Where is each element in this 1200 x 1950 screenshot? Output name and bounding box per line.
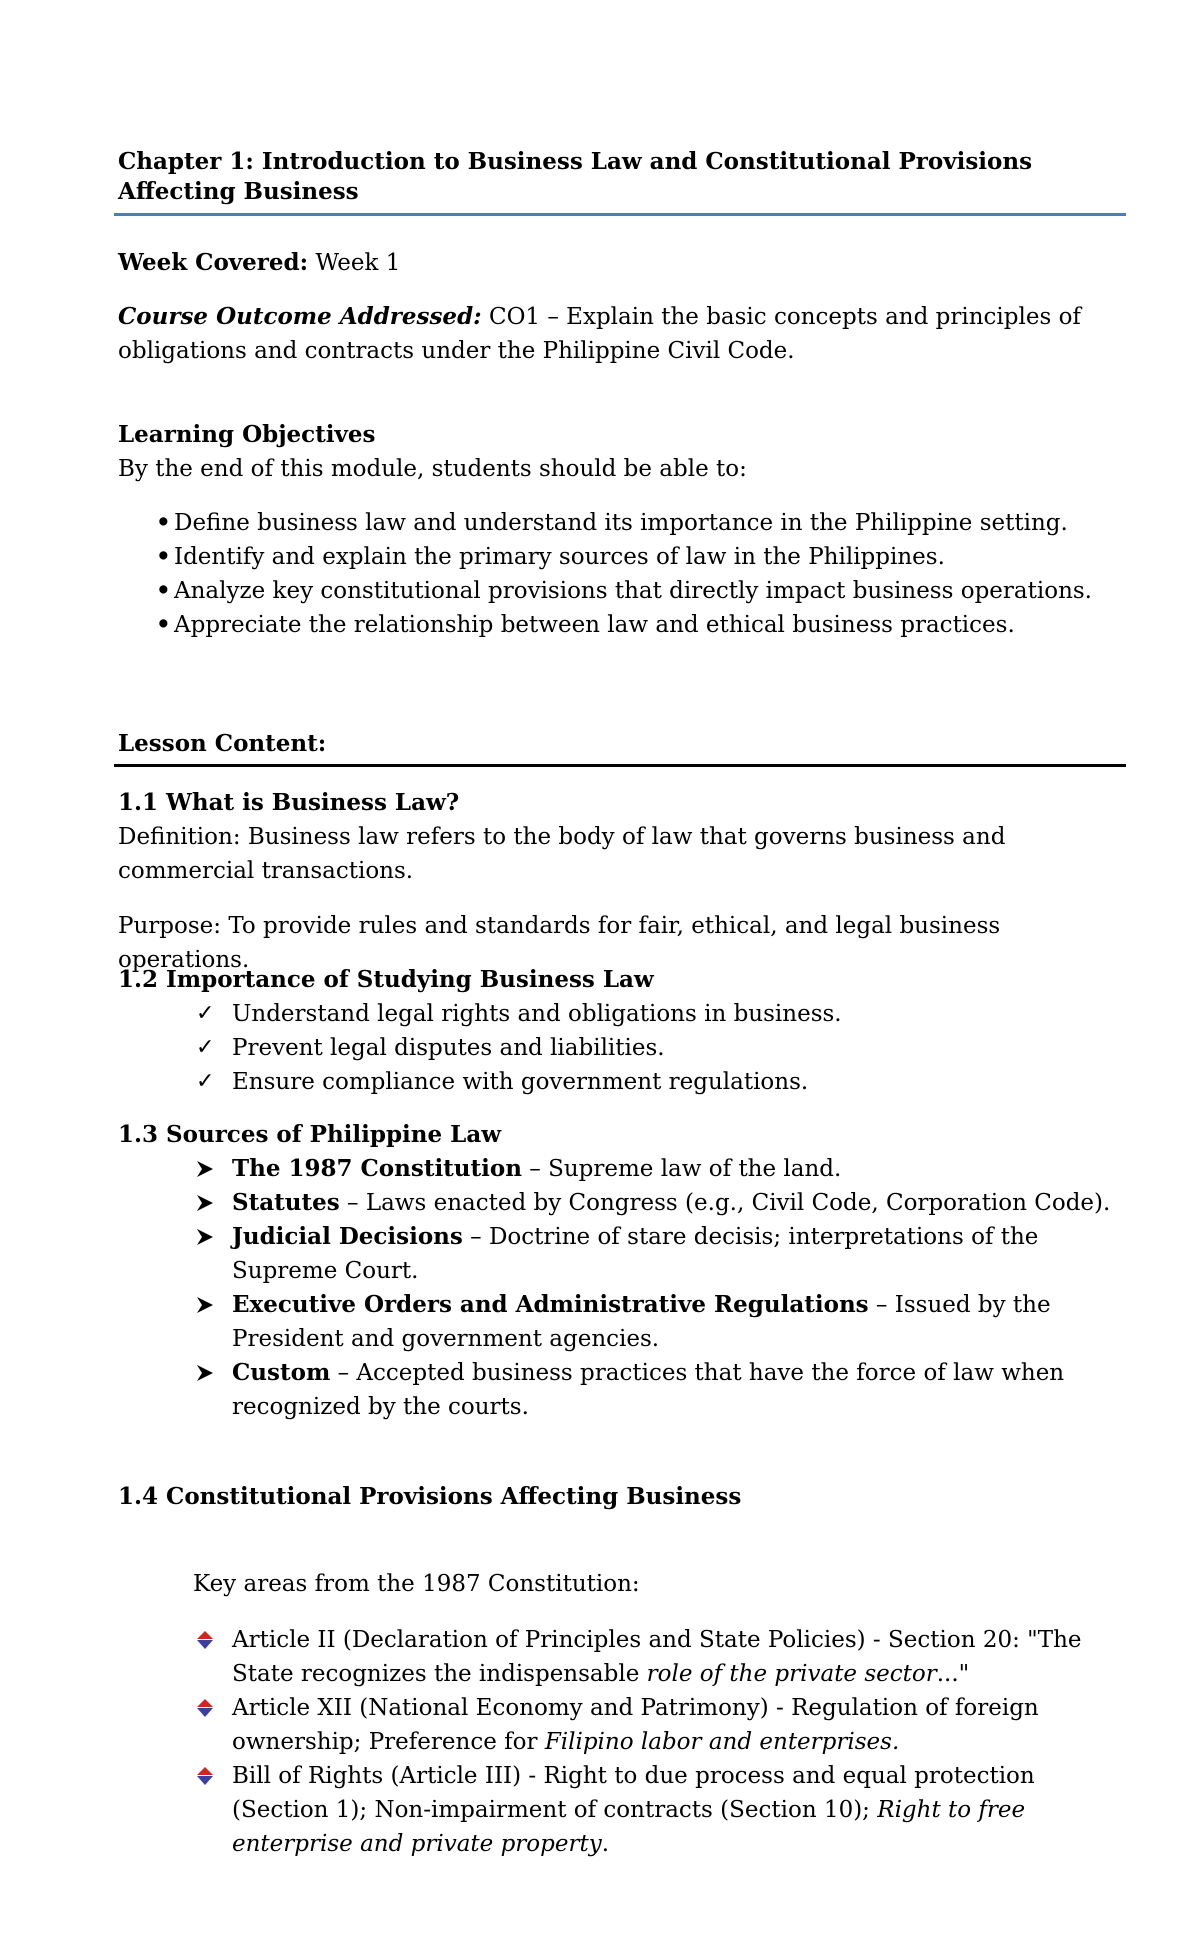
outcome-label: Course Outcome Addressed: — [118, 303, 482, 330]
section-4-heading: 1.4 Constitutional Provisions Affecting Business — [118, 1483, 742, 1510]
lesson-heading: Lesson Content: — [118, 730, 327, 757]
section-3-list — [196, 1152, 1136, 1424]
list-item: ✓ Prevent legal disputes and liabilities. — [196, 1031, 1136, 1065]
diamond-bullet-icon — [196, 1767, 214, 1785]
list-item: Executive Orders and Administrative Regulations – Issued by the President and government agencies. — [196, 1288, 1136, 1356]
list-item: • Appreciate the relationship between law and ethical business practices. — [156, 611, 1015, 638]
list-item: Article II (Declaration of Principles and State Policies) - Section 20: "The State recognizes the indispensable role of the private sector..." — [196, 1623, 1136, 1691]
list-item: Statutes – Laws enacted by Congress (e.g., Civil Code, Corporation Code). — [196, 1186, 1136, 1220]
chapter-title: Chapter 1: Introduction to Business Law and Constitutional Provisions Affecting Business — [118, 148, 1033, 205]
lesson-divider — [114, 764, 1126, 767]
list-item: • Define business law and understand its importance in the Philippine setting. — [156, 509, 1068, 536]
diamond-bullet-icon — [196, 1699, 214, 1717]
list-item: ✓ Ensure compliance with government regulations. — [196, 1065, 1136, 1099]
section-3-heading: 1.3 Sources of Philippine Law — [118, 1121, 502, 1148]
list-item: ✓ Understand legal rights and obligations in business. — [196, 997, 1136, 1031]
week-label: Week Covered: — [118, 249, 309, 276]
list-item: Article XII (National Economy and Patrimony) - Regulation of foreign ownership; Preference for Filipino labor and enterprises. — [196, 1691, 1136, 1759]
section-1-purpose: Purpose: To provide rules and standards for fair, ethical, and legal business operations. — [118, 913, 1001, 973]
list-item: The 1987 Constitution – Supreme law of the land. — [196, 1152, 1136, 1186]
outcome-value: CO1 – Explain the basic concepts and principles of obligations and contracts under the Philippine Civil Code. — [118, 304, 1081, 364]
arrow-bullet-icon — [196, 1296, 214, 1314]
section-1-definition: Definition: Business law refers to the body of law that governs business and commercial transactions. — [118, 824, 1006, 884]
list-item: Custom – Accepted business practices that have the force of law when recognized by the courts. — [196, 1356, 1136, 1424]
arrow-bullet-icon — [196, 1160, 214, 1178]
course-outcome — [118, 300, 1128, 368]
arrow-bullet-icon — [196, 1228, 214, 1246]
checkmark-icon: ✓ — [196, 1001, 215, 1026]
list-item: • Identify and explain the primary sources of law in the Philippines. — [156, 543, 945, 570]
section-1-heading: 1.1 What is Business Law? — [118, 789, 460, 816]
section-2-list — [196, 997, 1136, 1099]
week-value: Week 1 — [315, 250, 401, 276]
arrow-bullet-icon — [196, 1194, 214, 1212]
objectives-list — [156, 506, 1136, 642]
section-4-intro: Key areas from the 1987 Constitution: — [193, 1571, 640, 1597]
objectives-intro: By the end of this module, students should be able to: — [118, 456, 747, 482]
list-item: • Analyze key constitutional provisions that directly impact business operations. — [156, 577, 1092, 604]
section-4-list — [196, 1623, 1136, 1861]
objectives-heading: Learning Objectives — [118, 421, 376, 448]
list-item: Bill of Rights (Article III) - Right to due process and equal protection (Section 1); Non-impairment of contracts (Section 10); Right to free enterprise and private property. — [196, 1759, 1136, 1861]
week-covered — [118, 246, 1128, 280]
diamond-bullet-icon — [196, 1631, 214, 1649]
list-item: Judicial Decisions – Doctrine of stare decisis; interpretations of the Supreme Court. — [196, 1220, 1136, 1288]
checkmark-icon: ✓ — [196, 1069, 215, 1094]
checkmark-icon: ✓ — [196, 1035, 215, 1060]
title-divider — [114, 213, 1126, 216]
section-2-heading: 1.2 Importance of Studying Business Law — [118, 966, 654, 993]
arrow-bullet-icon — [196, 1364, 214, 1382]
